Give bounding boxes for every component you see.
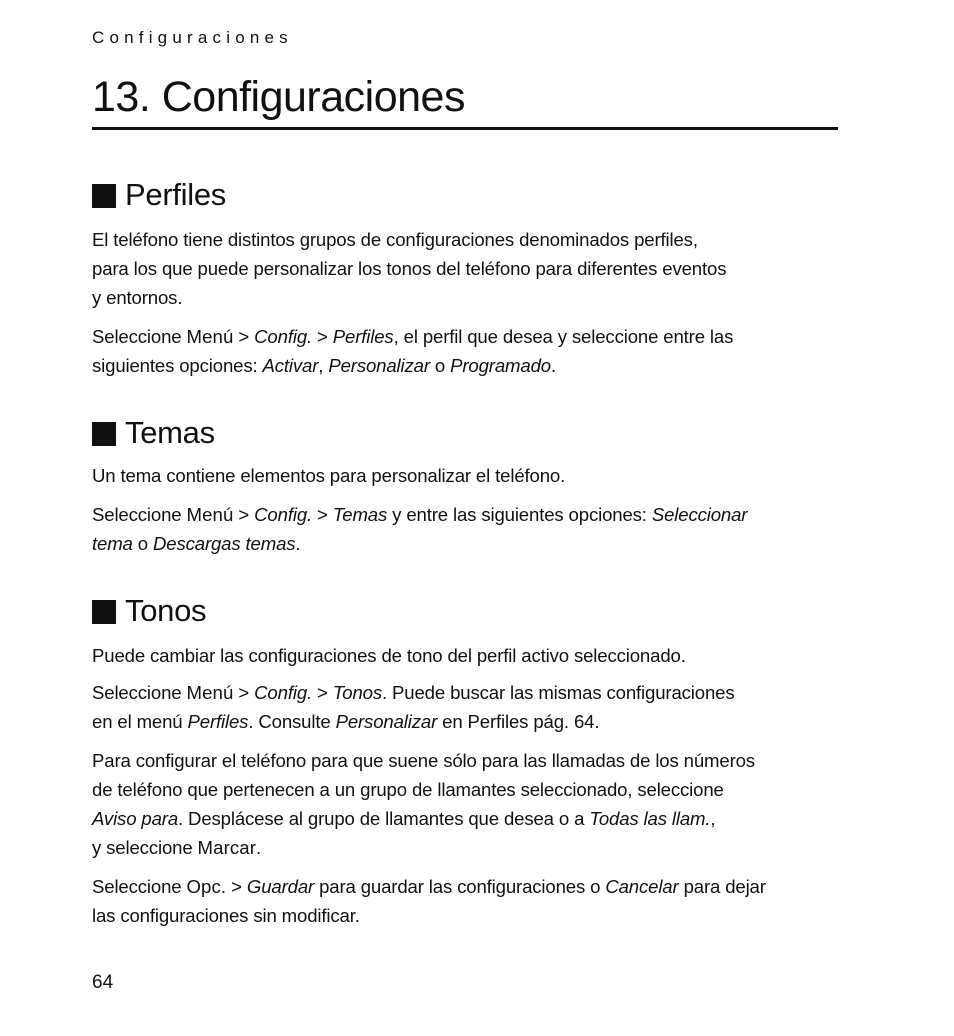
menu-term: Temas [332,504,388,525]
text-line [92,322,838,351]
text-line [92,351,838,380]
menu-term: Config. [254,682,313,703]
menu-term: Personalizar [335,711,438,732]
menu-term: Perfiles [332,326,394,347]
text-run: > [312,504,333,525]
section-heading-perfiles [92,176,226,214]
section-title: Perfiles [125,177,226,212]
text-line: El teléfono tiene distintos grupos de configuraciones denominados perfiles, [92,229,698,250]
text-line [92,872,838,901]
menu-term: Marcar [197,837,256,858]
text-line [92,707,838,736]
paragraph-tonos-callers [92,746,838,862]
text-line [92,529,838,558]
text-run: siguientes opciones: [92,355,263,376]
text-run: , [318,355,329,376]
text-run: en Perfiles pág. 64. [437,711,600,732]
text-run: > [233,326,255,347]
paragraph-temas-intro [92,461,838,490]
text-run: para dejar [678,876,766,897]
menu-term: Opc. [186,876,227,897]
text-line [92,804,838,833]
text-run: > [312,682,333,703]
menu-term: Cancelar [605,876,679,897]
menu-term: Todas las llam. [589,808,711,829]
paragraph-tonos-intro [92,641,838,670]
text-run: en el menú [92,711,188,732]
text-run: . [550,355,556,376]
text-line: y entornos. [92,287,183,308]
text-line: las configuraciones sin modificar. [92,905,360,926]
section-heading-temas [92,414,215,452]
text-line: Puede cambiar las configuraciones de tono del perfil activo seleccionado. [92,645,686,666]
menu-term: Menú [186,326,234,347]
chapter-title: 13. Configuraciones [92,70,838,130]
menu-term: Seleccionar [651,504,748,525]
text-run: Seleccione [92,326,187,347]
text-run: . [295,533,301,554]
menu-term: Tonos [332,682,383,703]
menu-term: tema [92,533,133,554]
text-run: . Consulte [248,711,336,732]
section-heading-tonos [92,592,206,630]
paragraph-tonos-save [92,872,838,930]
menu-term: Menú [186,682,234,703]
square-bullet-icon [92,600,116,624]
section-title: Tonos [125,593,207,628]
menu-term: Descargas temas [152,533,296,554]
menu-term: Personalizar [328,355,430,376]
page-number: 64 [92,972,114,993]
text-line: Para configurar el teléfono para que suene sólo para las llamadas de los números [92,750,755,771]
menu-term: Config. [254,504,313,525]
text-line: Un tema contiene elementos para personalizar el teléfono. [92,465,566,486]
text-run: > [312,326,333,347]
text-run: . Puede buscar las mismas configuraciones [382,682,735,703]
text-run: Seleccione [92,682,187,703]
text-run: o [132,533,153,554]
text-run: Seleccione [92,876,187,897]
menu-term: Aviso para [92,808,179,829]
text-line [92,500,838,529]
menu-term: Perfiles [187,711,249,732]
menu-term: Guardar [246,876,315,897]
menu-term: Config. [254,326,313,347]
text-run: > [233,504,255,525]
text-line [92,678,838,707]
square-bullet-icon [92,184,116,208]
running-header: Configuraciones [92,28,293,47]
text-line: para los que puede personalizar los tonos del teléfono para diferentes eventos [92,258,727,279]
text-run: , el perfil que desea y seleccione entre las [393,326,734,347]
text-line [92,833,838,862]
paragraph-temas-path [92,500,838,558]
text-run: para guardar las configuraciones o [314,876,606,897]
text-run: y entre las siguientes opciones: [387,504,652,525]
paragraph-perfiles-intro [92,225,838,312]
square-bullet-icon [92,422,116,446]
menu-term: Menú [186,504,234,525]
text-run: Seleccione [92,504,187,525]
text-run: , [710,808,716,829]
section-title: Temas [125,415,215,450]
text-run: . [256,837,262,858]
menu-term: Activar [262,355,319,376]
paragraph-tonos-path [92,678,838,736]
paragraph-perfiles-path [92,322,838,380]
text-line: de teléfono que pertenecen a un grupo de llamantes seleccionado, seleccione [92,779,724,800]
text-run: . Desplácese al grupo de llamantes que desea o a [178,808,590,829]
text-run: o [429,355,451,376]
menu-term: Programado [450,355,551,376]
text-run: > [233,682,255,703]
text-run: > [226,876,247,897]
text-run: y seleccione [92,837,198,858]
